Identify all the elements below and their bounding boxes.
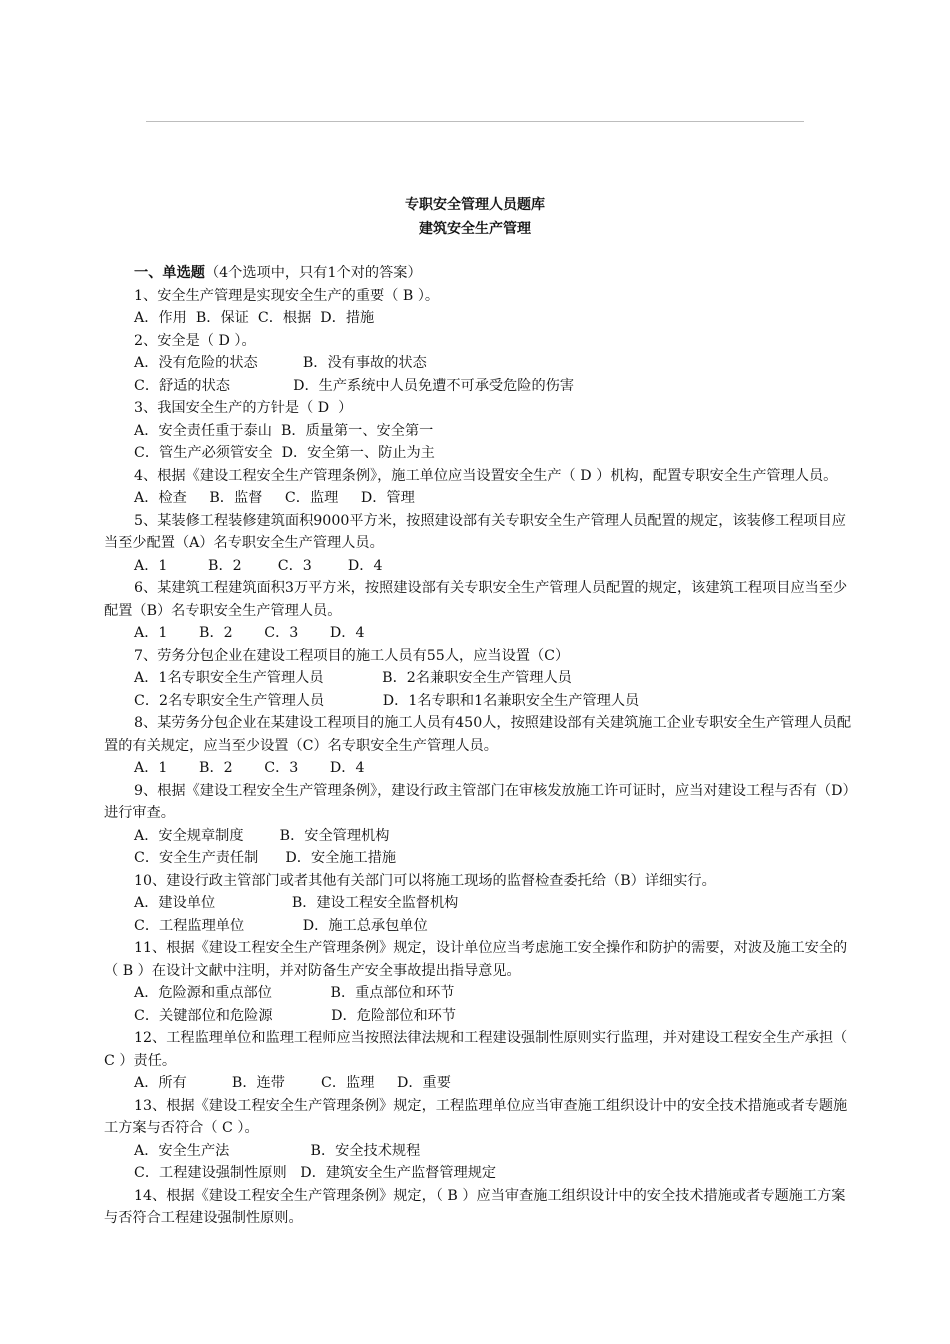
question-text: 4、根据《建设工程安全生产管理条例》，施工单位应当设置安全生产（ D ）机构，配置专职安全生产管理人员。	[134, 467, 838, 484]
document-title: 专职安全管理人员题库	[405, 197, 545, 213]
question-text: 12、工程监理单位和监理工程师应当按照法律法规和工程建设强制性原则实行监理，并对建设工程安全生产承担（ C ）责任。	[104, 1030, 852, 1069]
title-block	[0, 193, 950, 241]
answer-options: A．安全生产法 B．安全技术规程	[134, 1142, 421, 1159]
question-lines	[104, 285, 852, 1230]
question-list	[104, 262, 852, 1230]
answer-options: A．所有 B．连带 C．监理 D．重要	[134, 1075, 451, 1091]
section-label: 一、单选题	[134, 265, 205, 281]
answer-options: A．检查 B．监督 C．监理 D．管理	[134, 490, 415, 506]
answer-options: C．舒适的状态 D．生产系统中人员免遭不可承受危险的伤害	[134, 377, 575, 394]
answer-options: C．2名专职安全生产管理人员 D．1名专职和1名兼职安全生产管理人员	[134, 692, 640, 709]
answer-options: C．管生产必须管安全 D．安全第一、防止为主	[134, 445, 435, 461]
answer-options: A．1 B．2 C．3 D．4	[134, 557, 383, 574]
question-text: 1、安全生产管理是实现安全生产的重要（ B ）。	[134, 287, 440, 304]
answer-options: A．建设单位 B．建设工程安全监督机构	[134, 895, 459, 911]
answer-options: A．1名专职安全生产管理人员 B．2名兼职安全生产管理人员	[134, 670, 572, 686]
header-rule	[146, 121, 804, 122]
question-text: 13、根据《建设工程安全生产管理条例》规定，工程监理单位应当审查施工组织设计中的安全技术措施或者专题施工方案与否符合（ C ）。	[104, 1097, 848, 1136]
answer-options: A．1 B．2 C．3 D．4	[134, 760, 365, 776]
question-text: 8、某劳务分包企业在某建设工程项目的施工人员有450人，按照建设部有关建筑施工企业专职安全生产管理人员配置的有关规定，应当至少设置（C）名专职安全生产管理人员。	[104, 715, 852, 754]
question-text: 2、安全是（ D ）。	[134, 332, 256, 349]
question-text: 5、某装修工程装修建筑面积9000平方米，按照建设部有关专职安全生产管理人员配置的规定，该装修工程项目应当至少配置（A）名专职安全生产管理人员。	[104, 512, 846, 551]
section-note: （4个选项中，只有1个对的答案）	[204, 265, 422, 281]
answer-options: A．作用 B．保证 C．根据 D．措施	[134, 310, 375, 326]
answer-options: C．安全生产责任制 D．安全施工措施	[134, 850, 397, 866]
answer-options: C．工程监理单位 D．施工总承包单位	[134, 917, 428, 934]
answer-options: A．安全责任重于泰山 B．质量第一、安全第一	[134, 422, 434, 439]
question-text: 6、某建筑工程建筑面积3万平方米，按照建设部有关专职安全生产管理人员配置的规定，该建筑工程项目应当至少配置（B）名专职安全生产管理人员。	[104, 580, 848, 619]
question-text: 7、劳务分包企业在建设工程项目的施工人员有55人，应当设置（C）	[134, 647, 570, 664]
answer-options: A．1 B．2 C．3 D．4	[134, 625, 365, 641]
question-text: 3、我国安全生产的方针是（ D ）	[134, 400, 353, 416]
document-subtitle: 建筑安全生产管理	[419, 221, 531, 237]
section-heading	[104, 262, 852, 285]
question-text: 9、根据《建设工程安全生产管理条例》，建设行政主管部门在审核发放施工许可证时，应当对建设工程与否有（D）进行审查。	[104, 782, 850, 821]
answer-options: C．关键部位和危险源 D．危险部位和环节	[134, 1007, 457, 1024]
answer-options: A．安全规章制度 B．安全管理机构	[134, 827, 390, 844]
question-text: 10、建设行政主管部门或者其他有关部门可以将施工现场的监督检查委托给（B）详细实行。	[134, 872, 716, 889]
question-text: 14、根据《建设工程安全生产管理条例》规定，（ B ）应当审查施工组织设计中的安全技术措施或者专题施工方案与否符合工程建设强制性原则。	[104, 1187, 846, 1226]
answer-options: C．工程建设强制性原则 D．建筑安全生产监督管理规定	[134, 1165, 497, 1181]
answer-options: A．危险源和重点部位 B．重点部位和环节	[134, 985, 455, 1001]
question-text: 11、根据《建设工程安全生产管理条例》规定，设计单位应当考虑施工安全操作和防护的需要，对波及施工安全的（ B ）在设计文献中注明，并对防备生产安全事故提出指导意见。	[104, 940, 848, 979]
answer-options: A．没有危险的状态 B．没有事故的状态	[134, 355, 427, 371]
